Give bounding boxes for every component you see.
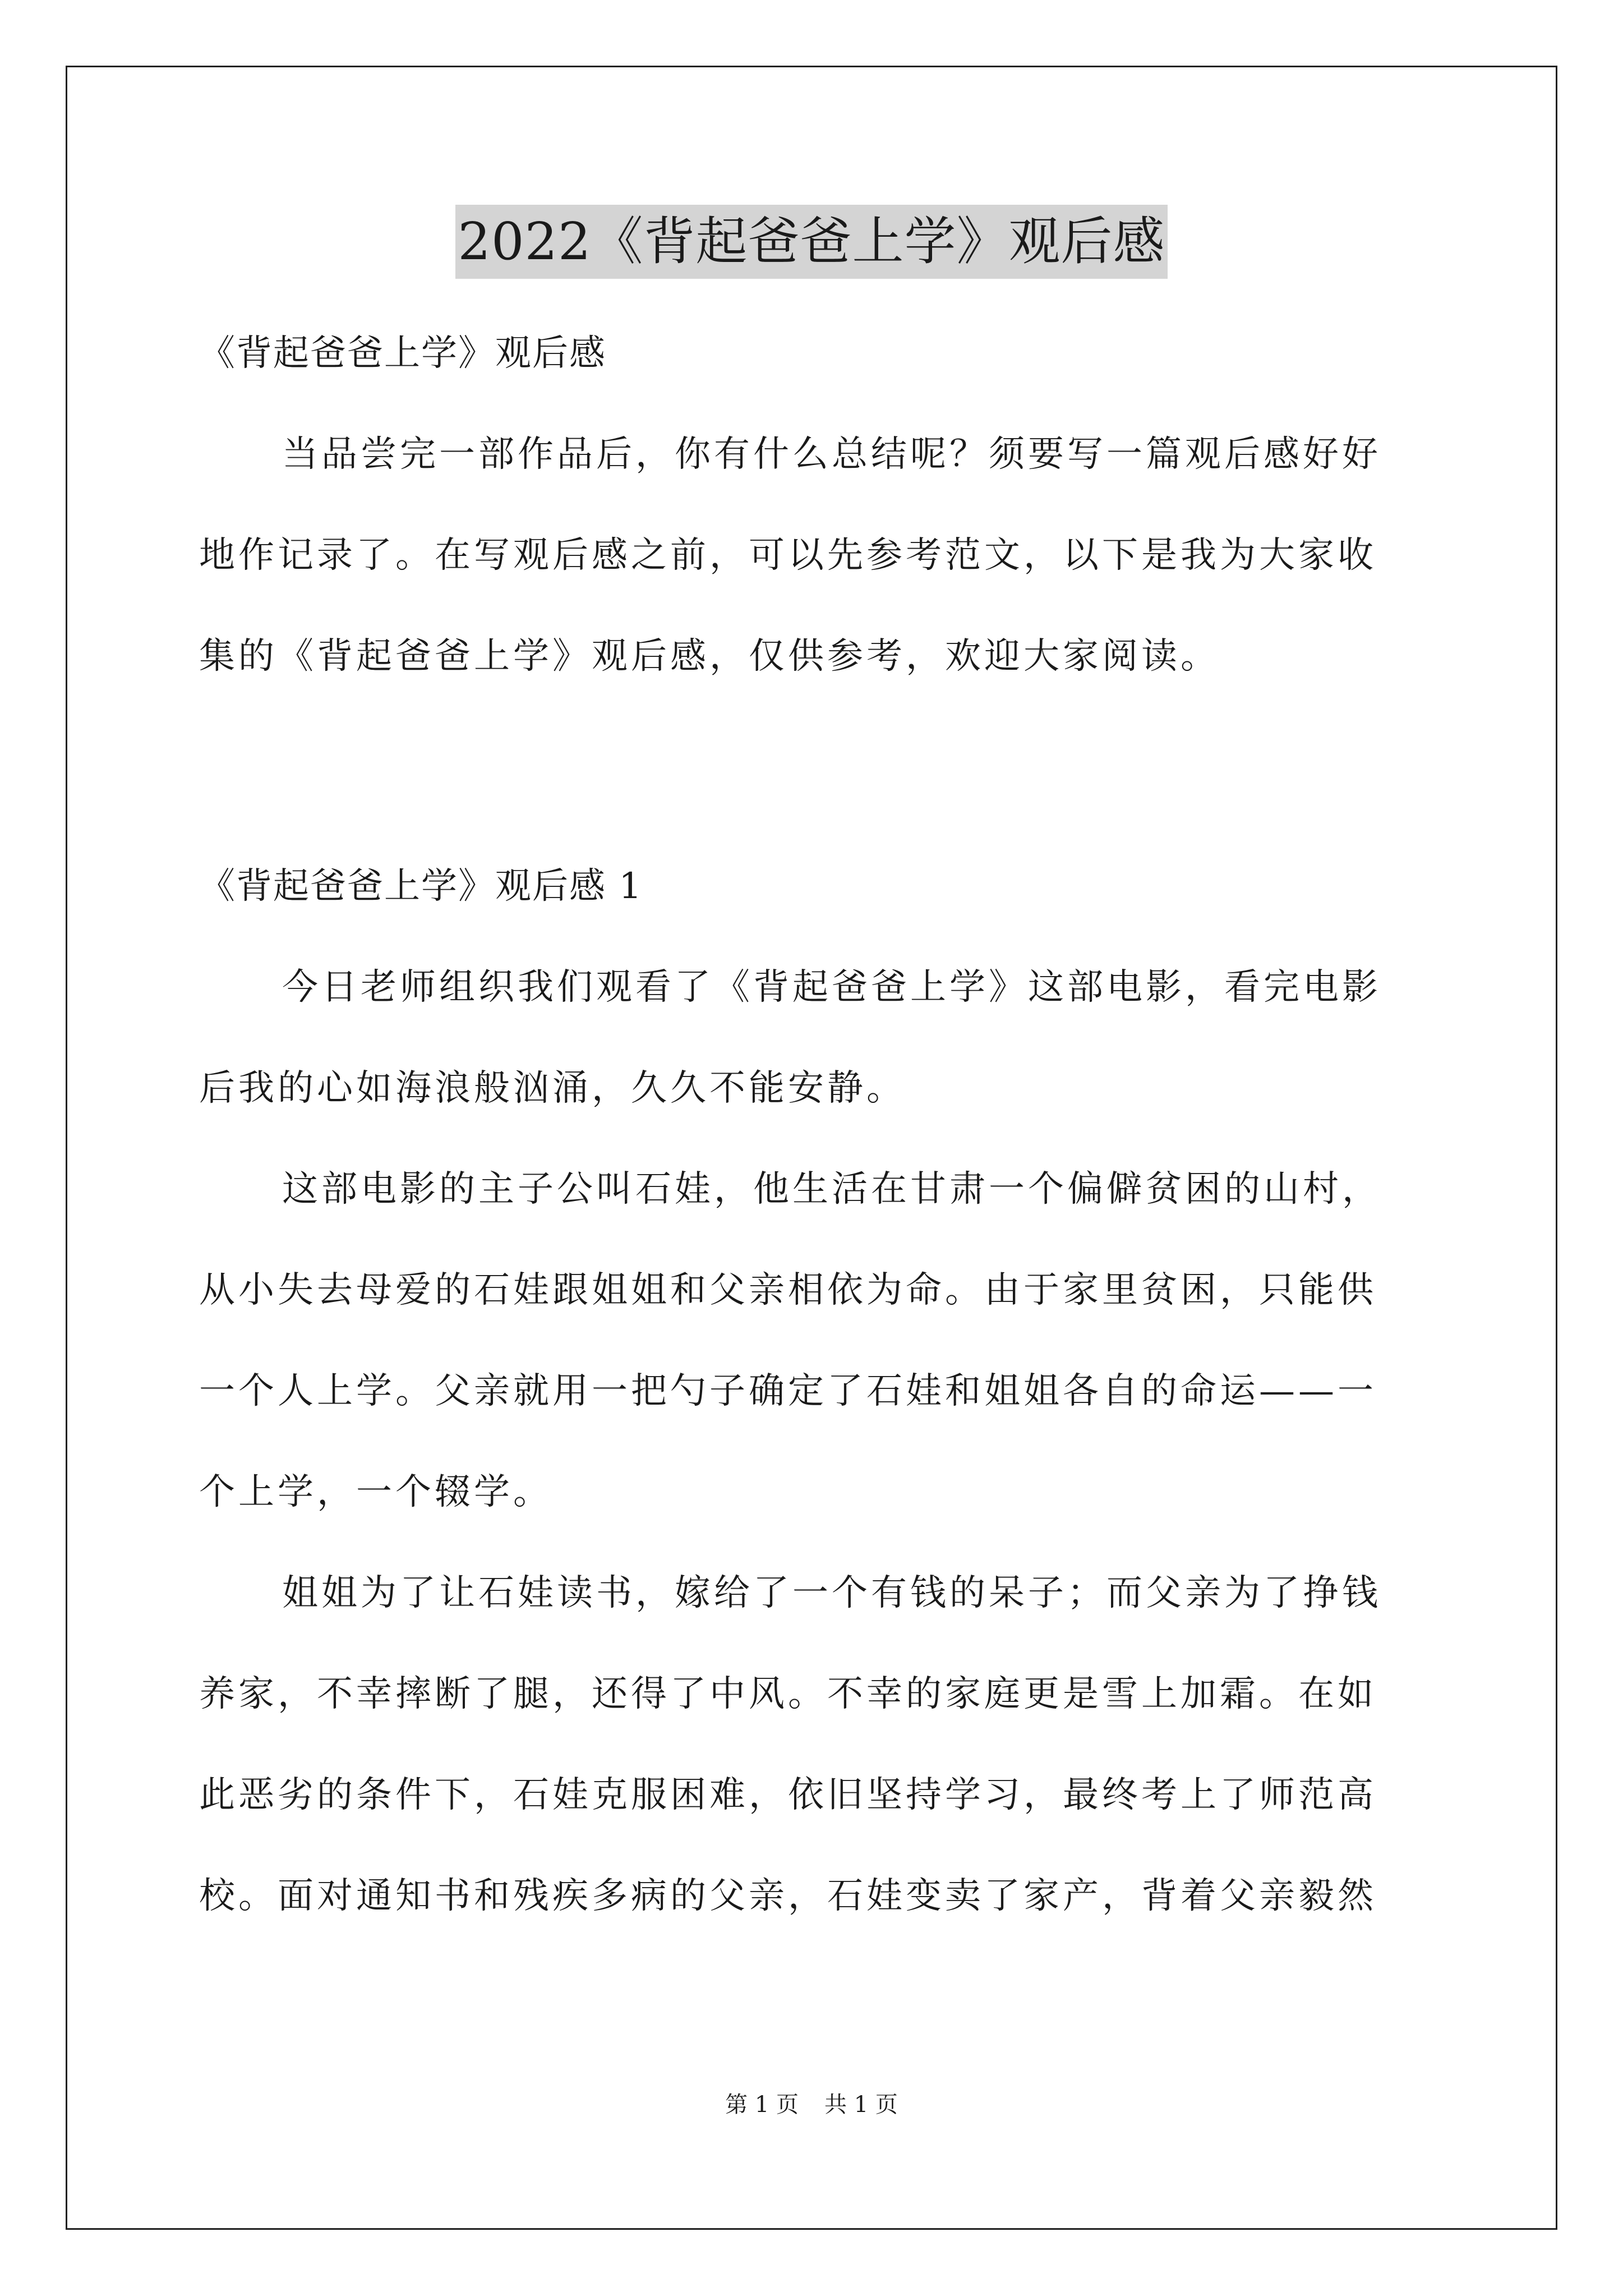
intro-paragraph	[199, 404, 1428, 707]
text-line: 今日老师组织我们观看了《背起爸爸上学》这部电影，看完电影	[282, 967, 1381, 1008]
document-title: 2022《背起爸爸上学》观后感	[455, 205, 1167, 279]
text-line: 姐姐为了让石娃读书，嫁给了一个有钱的呆子；而父亲为了挣钱	[282, 1572, 1381, 1614]
page-total: 共 1 页	[824, 2092, 898, 2118]
text-line: 从小失去母爱的石娃跟姐姐和父亲相依为命。由于家里贫困，只能供	[199, 1269, 1377, 1311]
section-gap	[199, 707, 1428, 836]
text-line: 养家，不幸摔断了腿，还得了中风。不幸的家庭更是雪上加霜。在如	[199, 1673, 1377, 1715]
text-line: 地作记录了。在写观后感之前，可以先参考范文，以下是我为大家收	[199, 535, 1377, 576]
page-footer	[0, 2087, 1623, 2119]
document-body	[199, 303, 1428, 1947]
text-line: 此恶劣的条件下，石娃克服困难，依旧坚持学习，最终考上了师范高	[199, 1774, 1377, 1816]
text-line: 当品尝完一部作品后，你有什么总结呢？须要写一篇观后感好好	[282, 434, 1381, 475]
title-wrap	[0, 205, 1623, 279]
section-heading: 《背起爸爸上学》观后感 1	[199, 866, 643, 907]
paragraph-2	[199, 1139, 1428, 1543]
paragraph-1	[199, 937, 1428, 1139]
paragraph-3	[199, 1543, 1428, 1947]
page-number: 第 1 页	[725, 2092, 799, 2118]
text-line: 一个人上学。父亲就用一把勺子确定了石娃和姐姐各自的命运——一	[199, 1370, 1377, 1412]
text-line: 这部电影的主子公叫石娃，他生活在甘肃一个偏僻贫困的山村，	[282, 1168, 1381, 1210]
text-line: 校。面对通知书和残疾多病的父亲，石娃变卖了家产，背着父亲毅然	[199, 1875, 1377, 1917]
intro-heading: 《背起爸爸上学》观后感	[199, 333, 606, 374]
text-line: 后我的心如海浪般汹涌，久久不能安静。	[199, 1068, 906, 1109]
text-line: 集的《背起爸爸上学》观后感，仅供参考，欢迎大家阅读。	[199, 636, 1220, 677]
text-line: 个上学，一个辍学。	[199, 1471, 552, 1513]
